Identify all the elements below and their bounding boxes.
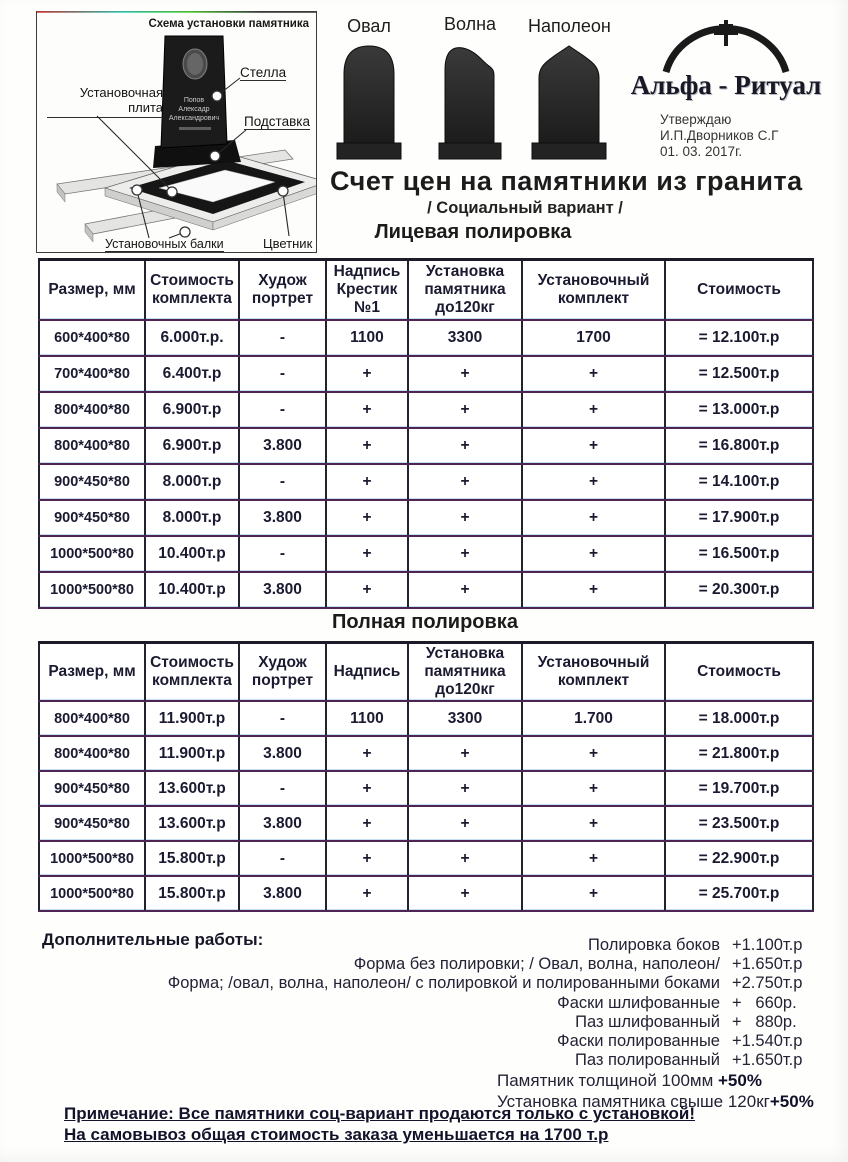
table-header-row [39, 260, 813, 321]
additional-work-price: +1.100т.р [732, 936, 803, 955]
table-cell: + [522, 428, 665, 464]
additional-work-label: Фаски полированные [557, 1032, 720, 1051]
table-cell: + [326, 806, 408, 841]
table-cell: 1100 [326, 320, 408, 356]
table-cell: 900*450*80 [39, 806, 145, 841]
table-cell: 13.600т.р [145, 806, 239, 841]
table-cell: 6.900т.р [145, 392, 239, 428]
table-cell: = 16.500т.р [665, 536, 813, 572]
table-cell: 10.400т.р [145, 536, 239, 572]
table-cell: = 12.500т.р [665, 356, 813, 392]
table-cell: + [522, 356, 665, 392]
table-cell: 800*400*80 [39, 428, 145, 464]
table-cell: + [522, 392, 665, 428]
shape-napoleon-label: Наполеон [528, 16, 611, 36]
label-plate-line2: плита [128, 99, 163, 115]
table-cell: 800*400*80 [39, 392, 145, 428]
diagram-title: Схема установки памятника [148, 18, 309, 30]
table-cell: 1000*500*80 [39, 572, 145, 608]
label-stella: Стелла [240, 65, 287, 80]
column-header: Стоимость [665, 643, 813, 702]
additional-work-label: Фаски шлифованные [557, 993, 720, 1012]
table-cell: = 14.100т.р [665, 464, 813, 500]
additional-work-item [38, 1013, 816, 1032]
additional-work-price: + 880р. [732, 1012, 797, 1031]
table-cell: + [408, 771, 522, 806]
table-row [39, 806, 813, 841]
table-cell: + [408, 876, 522, 911]
table-cell: + [408, 572, 522, 608]
surcharge-thickness [497, 1070, 814, 1091]
table-cell: 1000*500*80 [39, 536, 145, 572]
table-row [39, 464, 813, 500]
table-cell: - [239, 320, 326, 356]
additional-work-label: Паз полированный [574, 1051, 720, 1070]
table-cell: = 18.000т.р [665, 701, 813, 736]
notes-block [64, 1104, 695, 1146]
table-cell: + [522, 536, 665, 572]
table-cell: + [326, 356, 408, 392]
additional-works-list [38, 936, 816, 1070]
shape-oval [334, 16, 404, 169]
table-cell: + [522, 464, 665, 500]
table-cell: 3.800 [239, 736, 326, 771]
wave-tombstone-icon [436, 38, 504, 164]
table-cell: + [408, 500, 522, 536]
approval-line: И.П.Дворников С.Г [660, 128, 779, 143]
table-cell: = 12.100т.р [665, 320, 813, 356]
section-title-front-polish: Лицевая полировка [374, 221, 572, 243]
additional-work-price: +1.650т.р [732, 1051, 803, 1070]
column-header: Стоимость комплекта [145, 260, 239, 321]
column-header: Установка памятника до120кг [408, 643, 522, 702]
column-header: Размер, мм [39, 643, 145, 702]
table-cell: 900*450*80 [39, 771, 145, 806]
table-cell: 700*400*80 [39, 356, 145, 392]
table-row [39, 536, 813, 572]
table-cell: 11.900т.р [145, 736, 239, 771]
table-cell: = 22.900т.р [665, 841, 813, 876]
table-cell: 15.800т.р [145, 876, 239, 911]
additional-work-item [38, 936, 816, 955]
table-cell: + [326, 771, 408, 806]
additional-work-item [38, 974, 816, 993]
table-cell: - [239, 356, 326, 392]
surcharge-thickness-text: Памятник толщиной 100мм [497, 1071, 718, 1090]
brand-block [618, 12, 834, 159]
table-cell: + [326, 500, 408, 536]
column-header: Надпись [326, 643, 408, 702]
label-installation-plate [47, 86, 163, 118]
additional-work-item [38, 1032, 816, 1051]
table-cell: - [239, 841, 326, 876]
svg-text:Алексадр: Алексадр [178, 106, 210, 113]
table-cell: + [408, 806, 522, 841]
additional-works-title: Дополнительные работы: [42, 930, 264, 949]
table-cell: + [522, 736, 665, 771]
table-cell: + [522, 771, 665, 806]
table-cell: + [326, 841, 408, 876]
table-row [39, 572, 813, 608]
table-cell: 8.000т.р [145, 500, 239, 536]
table-cell: 600*400*80 [39, 320, 145, 356]
table-cell: + [326, 428, 408, 464]
shape-oval-label: Овал [347, 16, 391, 36]
table-cell: + [522, 841, 665, 876]
table-cell: + [522, 806, 665, 841]
table-cell: + [408, 464, 522, 500]
label-plate-line1: Установочная [79, 85, 163, 100]
table-row [39, 876, 813, 911]
table-cell: 3300 [408, 320, 522, 356]
table-cell: + [326, 536, 408, 572]
column-header: Стоимость комплекта [145, 643, 239, 702]
table-cell: + [522, 876, 665, 911]
additional-work-label: Форма без полировки; / Овал, волна, наполеон/ [353, 955, 720, 974]
surcharge-installation-text: Установка памятника свыше 120кг [497, 1092, 770, 1111]
oval-tombstone-icon [334, 40, 404, 164]
table-cell: 1.700 [522, 701, 665, 736]
dome-cross-logo-icon [618, 12, 834, 74]
table-cell: + [408, 356, 522, 392]
table-cell: 1000*500*80 [39, 876, 145, 911]
table-cell: 1000*500*80 [39, 841, 145, 876]
table-cell: = 23.500т.р [665, 806, 813, 841]
additional-work-price: + 660р. [732, 993, 797, 1012]
table-row [39, 500, 813, 536]
additional-work-price: +1.650т.р [732, 955, 803, 974]
table-cell: = 19.700т.р [665, 771, 813, 806]
section-title-full-polish: Полная полировка [332, 611, 518, 633]
surcharge-thickness-percent: +50% [718, 1071, 762, 1090]
approval-line: Утверждаю [660, 112, 732, 127]
shape-napoleon [528, 16, 610, 169]
table-cell: = 21.800т.р [665, 736, 813, 771]
table-cell: - [239, 536, 326, 572]
table-cell: 800*400*80 [39, 701, 145, 736]
table-cell: 8.000т.р [145, 464, 239, 500]
label-stand: Подставка [244, 114, 310, 129]
column-header: Установка памятника до120кг [408, 260, 522, 321]
table-cell: + [326, 392, 408, 428]
table-cell: + [326, 876, 408, 911]
table-cell: 900*450*80 [39, 464, 145, 500]
table-cell: = 13.000т.р [665, 392, 813, 428]
table-cell: 3.800 [239, 572, 326, 608]
column-header: Надпись Крестик №1 [326, 260, 408, 321]
table-row [39, 841, 813, 876]
page-subtitle: / Социальный вариант / [427, 199, 623, 217]
table-cell: - [239, 771, 326, 806]
table-cell: = 17.900т.р [665, 500, 813, 536]
additional-work-price: +2.750т.р [732, 974, 803, 993]
additional-work-label: Форма; /овал, волна, наполеон/ с полировкой и полированными боками [167, 974, 720, 993]
table-cell: - [239, 464, 326, 500]
label-beams: Установочных балки [105, 237, 224, 251]
approval-line: 01. 03. 2017г. [660, 144, 743, 159]
table-cell: 3.800 [239, 500, 326, 536]
additional-work-label: Полировка боков [588, 936, 720, 955]
note-line-2: На самовывоз общая стоимость заказа уменьшается на 1700 т.р [64, 1125, 609, 1144]
table-cell: + [408, 428, 522, 464]
table-cell: 3300 [408, 701, 522, 736]
table-row [39, 771, 813, 806]
table-cell: + [522, 572, 665, 608]
additional-work-item [38, 1051, 816, 1070]
column-header: Худож портрет [239, 260, 326, 321]
table-cell: = 25.700т.р [665, 876, 813, 911]
front-polish-price-table [38, 258, 814, 609]
table-cell: 6.000т.р. [145, 320, 239, 356]
shape-wave-label: Волна [443, 14, 497, 34]
svg-text:Попов: Попов [183, 97, 205, 104]
additional-work-item [38, 994, 816, 1013]
column-header: Стоимость [665, 260, 813, 321]
surcharge-installation-percent: +50% [769, 1092, 814, 1111]
label-flowerbed: Цветник [263, 236, 313, 251]
table-cell: + [326, 464, 408, 500]
table-cell: + [408, 736, 522, 771]
table-cell: + [408, 392, 522, 428]
table-cell: 10.400т.р [145, 572, 239, 608]
table-header-row [39, 643, 813, 702]
table-cell: 15.800т.р [145, 841, 239, 876]
table-cell: 6.400т.р [145, 356, 239, 392]
table-row [39, 701, 813, 736]
table-cell: + [408, 536, 522, 572]
table-row [39, 392, 813, 428]
installation-diagram-drawing [37, 12, 316, 252]
table-cell: + [408, 841, 522, 876]
full-polish-price-table [38, 641, 814, 912]
additional-work-price: +1.540т.р [732, 1032, 803, 1051]
table-cell: 3.800 [239, 876, 326, 911]
table-cell: - [239, 701, 326, 736]
additional-work-label: Паз шлифованный [575, 1012, 720, 1031]
table-row [39, 428, 813, 464]
shape-wave [436, 14, 504, 169]
table-cell: 3.800 [239, 806, 326, 841]
table-cell: 1100 [326, 701, 408, 736]
note-line-1: Примечание: Все памятники соц-вариант продаются только с установкой! [64, 1104, 696, 1123]
table-cell: 6.900т.р [145, 428, 239, 464]
table-cell: 13.600т.р [145, 771, 239, 806]
table-cell: - [239, 392, 326, 428]
table-row [39, 320, 813, 356]
table-row [39, 736, 813, 771]
napoleon-tombstone-icon [528, 40, 610, 164]
column-header: Установочный комплект [522, 260, 665, 321]
table-cell: + [522, 500, 665, 536]
additional-work-item [38, 955, 816, 974]
installation-diagram [36, 11, 317, 253]
column-header: Худож портрет [239, 643, 326, 702]
table-cell: + [326, 572, 408, 608]
table-cell: 900*450*80 [39, 500, 145, 536]
column-header: Установочный комплект [522, 643, 665, 702]
approval-block [660, 112, 778, 160]
table-cell: 3.800 [239, 428, 326, 464]
table-row [39, 356, 813, 392]
table-cell: + [326, 736, 408, 771]
table-cell: = 20.300т.р [665, 572, 813, 608]
table-cell: = 16.800т.р [665, 428, 813, 464]
table-cell: 800*400*80 [39, 736, 145, 771]
table-cell: 1700 [522, 320, 665, 356]
svg-text:Александрович: Александрович [168, 115, 220, 122]
table-cell: 11.900т.р [145, 701, 239, 736]
page-title: Счет цен на памятники из гранита [330, 166, 803, 196]
column-header: Размер, мм [39, 260, 145, 321]
brand-name: Альфа - Ритуал [630, 70, 822, 100]
